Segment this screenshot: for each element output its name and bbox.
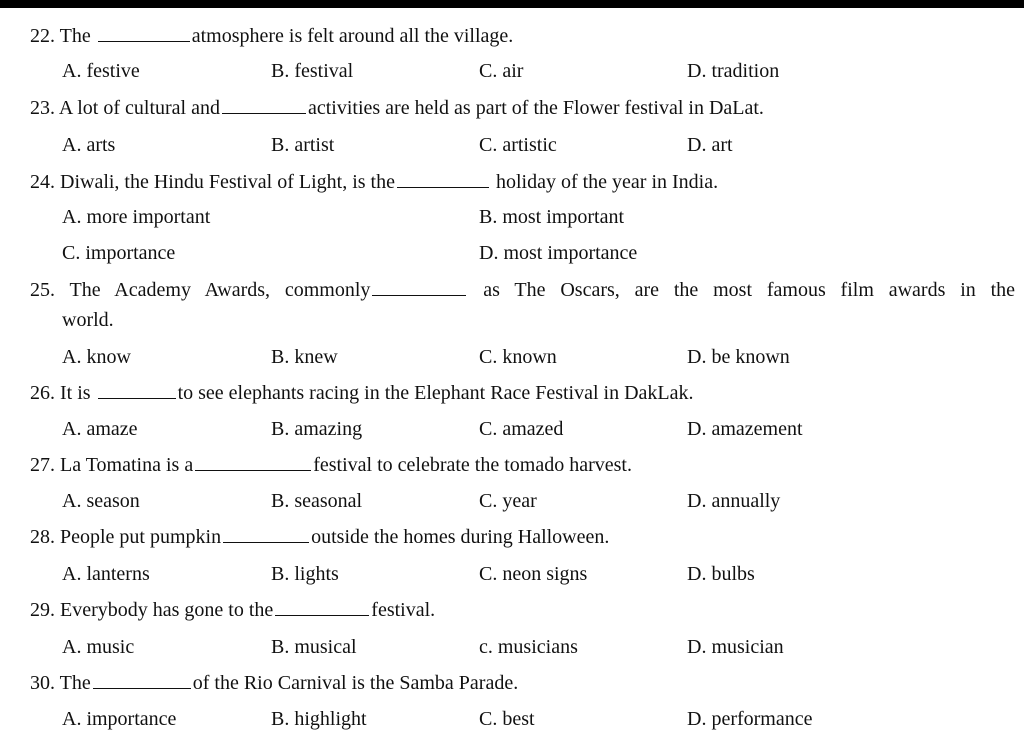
question-28: 28. People put pumpkin outside the homes during Halloween. <box>30 526 610 548</box>
option-a[interactable]: A. festive <box>62 60 140 82</box>
option-b[interactable]: B. highlight <box>271 708 367 730</box>
option-d[interactable]: D. amazement <box>687 418 803 440</box>
option-b[interactable]: B. seasonal <box>271 490 363 512</box>
answer-blank[interactable] <box>275 613 369 616</box>
option-a[interactable]: A. arts <box>62 134 116 156</box>
option-a[interactable]: A. lanterns <box>62 563 150 585</box>
option-c[interactable]: C. importance <box>62 242 176 264</box>
answer-blank[interactable] <box>222 111 306 114</box>
option-c[interactable]: c. musicians <box>479 636 578 658</box>
option-d[interactable]: D. most importance <box>479 242 638 264</box>
option-b[interactable]: B. festival <box>271 60 354 82</box>
option-a[interactable]: A. season <box>62 490 140 512</box>
option-d[interactable]: D. annually <box>687 490 781 512</box>
question-30: 30. The of the Rio Carnival is the Samba Parade. <box>30 672 519 694</box>
option-d[interactable]: D. musician <box>687 636 784 658</box>
option-c[interactable]: C. year <box>479 490 537 512</box>
option-c[interactable]: C. amazed <box>479 418 564 440</box>
top-border <box>0 0 1024 8</box>
option-c[interactable]: C. air <box>479 60 524 82</box>
option-d[interactable]: D. tradition <box>687 60 780 82</box>
answer-blank[interactable] <box>98 39 190 42</box>
answer-blank[interactable] <box>372 293 466 296</box>
option-d[interactable]: D. bulbs <box>687 563 755 585</box>
option-b[interactable]: B. musical <box>271 636 357 658</box>
question-25-continuation: world. <box>62 309 114 331</box>
option-a[interactable]: A. know <box>62 346 131 368</box>
option-c[interactable]: C. neon signs <box>479 563 588 585</box>
option-c[interactable]: C. best <box>479 708 535 730</box>
option-c[interactable]: C. artistic <box>479 134 557 156</box>
option-a[interactable]: A. more important <box>62 206 211 228</box>
option-d[interactable]: D. performance <box>687 708 813 730</box>
question-23: 23. A lot of cultural and activities are held as part of the Flower festival in DaLat. <box>30 97 764 119</box>
question-25: 25. The Academy Awards, commonly as The Oscars, are the most famous film awards in the <box>30 279 1016 301</box>
answer-blank[interactable] <box>98 396 176 399</box>
option-d[interactable]: D. art <box>687 134 733 156</box>
question-27: 27. La Tomatina is a festival to celebrate the tomado harvest. <box>30 454 632 476</box>
option-b[interactable]: B. knew <box>271 346 338 368</box>
question-29: 29. Everybody has gone to the festival. <box>30 599 436 621</box>
option-b[interactable]: B. lights <box>271 563 339 585</box>
question-26: 26. It is to see elephants racing in the Elephant Race Festival in DakLak. <box>30 382 694 404</box>
answer-blank[interactable] <box>93 686 191 689</box>
option-b[interactable]: B. amazing <box>271 418 363 440</box>
option-c[interactable]: C. known <box>479 346 557 368</box>
option-d[interactable]: D. be known <box>687 346 790 368</box>
option-b[interactable]: B. artist <box>271 134 335 156</box>
answer-blank[interactable] <box>223 540 309 543</box>
option-a[interactable]: A. music <box>62 636 135 658</box>
option-a[interactable]: A. importance <box>62 708 177 730</box>
question-22: 22. The atmosphere is felt around all the village. <box>30 25 514 47</box>
answer-blank[interactable] <box>397 185 489 188</box>
option-b[interactable]: B. most important <box>479 206 624 228</box>
option-a[interactable]: A. amaze <box>62 418 138 440</box>
answer-blank[interactable] <box>195 468 311 471</box>
question-24: 24. Diwali, the Hindu Festival of Light, is the holiday of the year in India. <box>30 171 719 193</box>
